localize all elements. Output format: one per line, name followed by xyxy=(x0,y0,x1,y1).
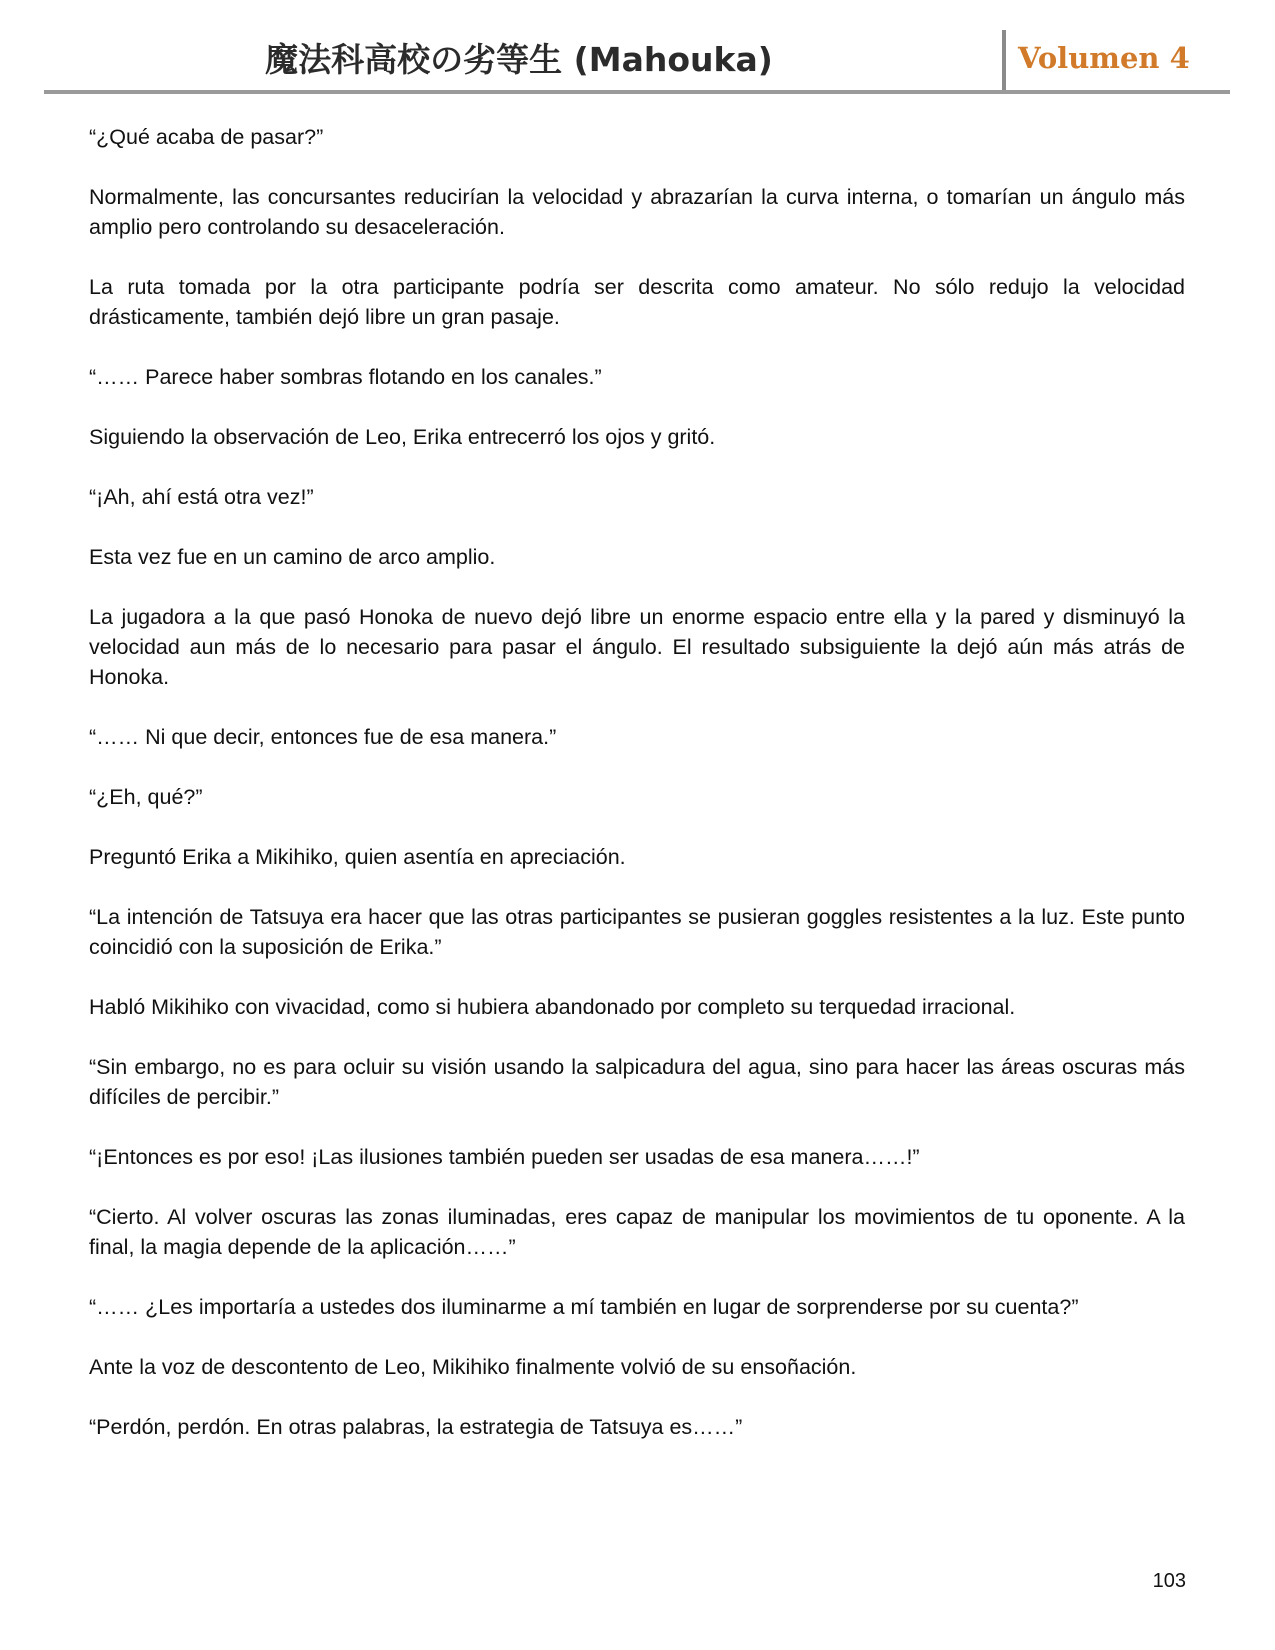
paragraph: “¡Ah, ahí está otra vez!” xyxy=(89,485,314,509)
paragraph: Esta vez fue en un camino de arco amplio. xyxy=(89,545,496,569)
header-rule xyxy=(44,90,1230,94)
paragraph: Siguiendo la observación de Leo, Erika entrecerró los ojos y gritó. xyxy=(89,425,716,449)
book-title: 魔法科高校の劣等生 (Mahouka) xyxy=(265,40,773,79)
paragraph: “…… Parece haber sombras flotando en los canales.” xyxy=(89,365,602,389)
paragraph: Preguntó Erika a Mikihiko, quien asentía en apreciación. xyxy=(89,845,626,869)
paragraph: “…… ¿Les importaría a ustedes dos iluminarme a mí también en lugar de sorprenderse por su cuenta?” xyxy=(89,1295,1079,1319)
paragraph: Habló Mikihiko con vivacidad, como si hubiera abandonado por completo su terquedad irracional. xyxy=(89,995,1016,1019)
paragraph: “¿Eh, qué?” xyxy=(89,785,203,809)
paragraph: “¿Qué acaba de pasar?” xyxy=(89,125,324,149)
paragraph: “Perdón, perdón. En otras palabras, la estrategia de Tatsuya es……” xyxy=(89,1415,743,1439)
header-divider xyxy=(1002,30,1006,92)
volume-label: Volumen 4 xyxy=(1018,41,1190,75)
page-number: 103 xyxy=(1152,1570,1186,1592)
paragraph: “…… Ni que decir, entonces fue de esa manera.” xyxy=(89,725,557,749)
paragraph: Normalmente, las concursantes reducirían la velocidad y abrazarían la curva interna, o tomarían un ángulo más amplio pero controlando su desaceleración. xyxy=(89,185,1185,239)
paragraph: La ruta tomada por la otra participante podría ser descrita como amateur. No sólo redujo la velocidad drásticamente, también dejó libre un gran pasaje. xyxy=(89,275,1185,329)
page-body xyxy=(89,122,1185,1472)
paragraph: “Sin embargo, no es para ocluir su visión usando la salpicadura del agua, sino para hacer las áreas oscuras más difíciles de percibir.” xyxy=(89,1055,1185,1109)
paragraph: “La intención de Tatsuya era hacer que las otras participantes se pusieran goggles resistentes a la luz. Este punto coincidió con la suposición de Erika.” xyxy=(89,905,1185,959)
paragraph: Ante la voz de descontento de Leo, Mikihiko finalmente volvió de su ensoñación. xyxy=(89,1355,857,1379)
page-header xyxy=(44,28,1230,94)
paragraph: “¡Entonces es por eso! ¡Las ilusiones también pueden ser usadas de esa manera……!” xyxy=(89,1145,920,1169)
paragraph: La jugadora a la que pasó Honoka de nuevo dejó libre un enorme espacio entre ella y la pared y disminuyó la velocidad aun más de lo necesario para pasar el ángulo. El resultado subsiguiente la dejó aún más atrás de Honoka. xyxy=(89,605,1185,689)
paragraph: “Cierto. Al volver oscuras las zonas iluminadas, eres capaz de manipular los movimientos de tu oponente. A la final, la magia depende de la aplicación……” xyxy=(89,1205,1185,1259)
